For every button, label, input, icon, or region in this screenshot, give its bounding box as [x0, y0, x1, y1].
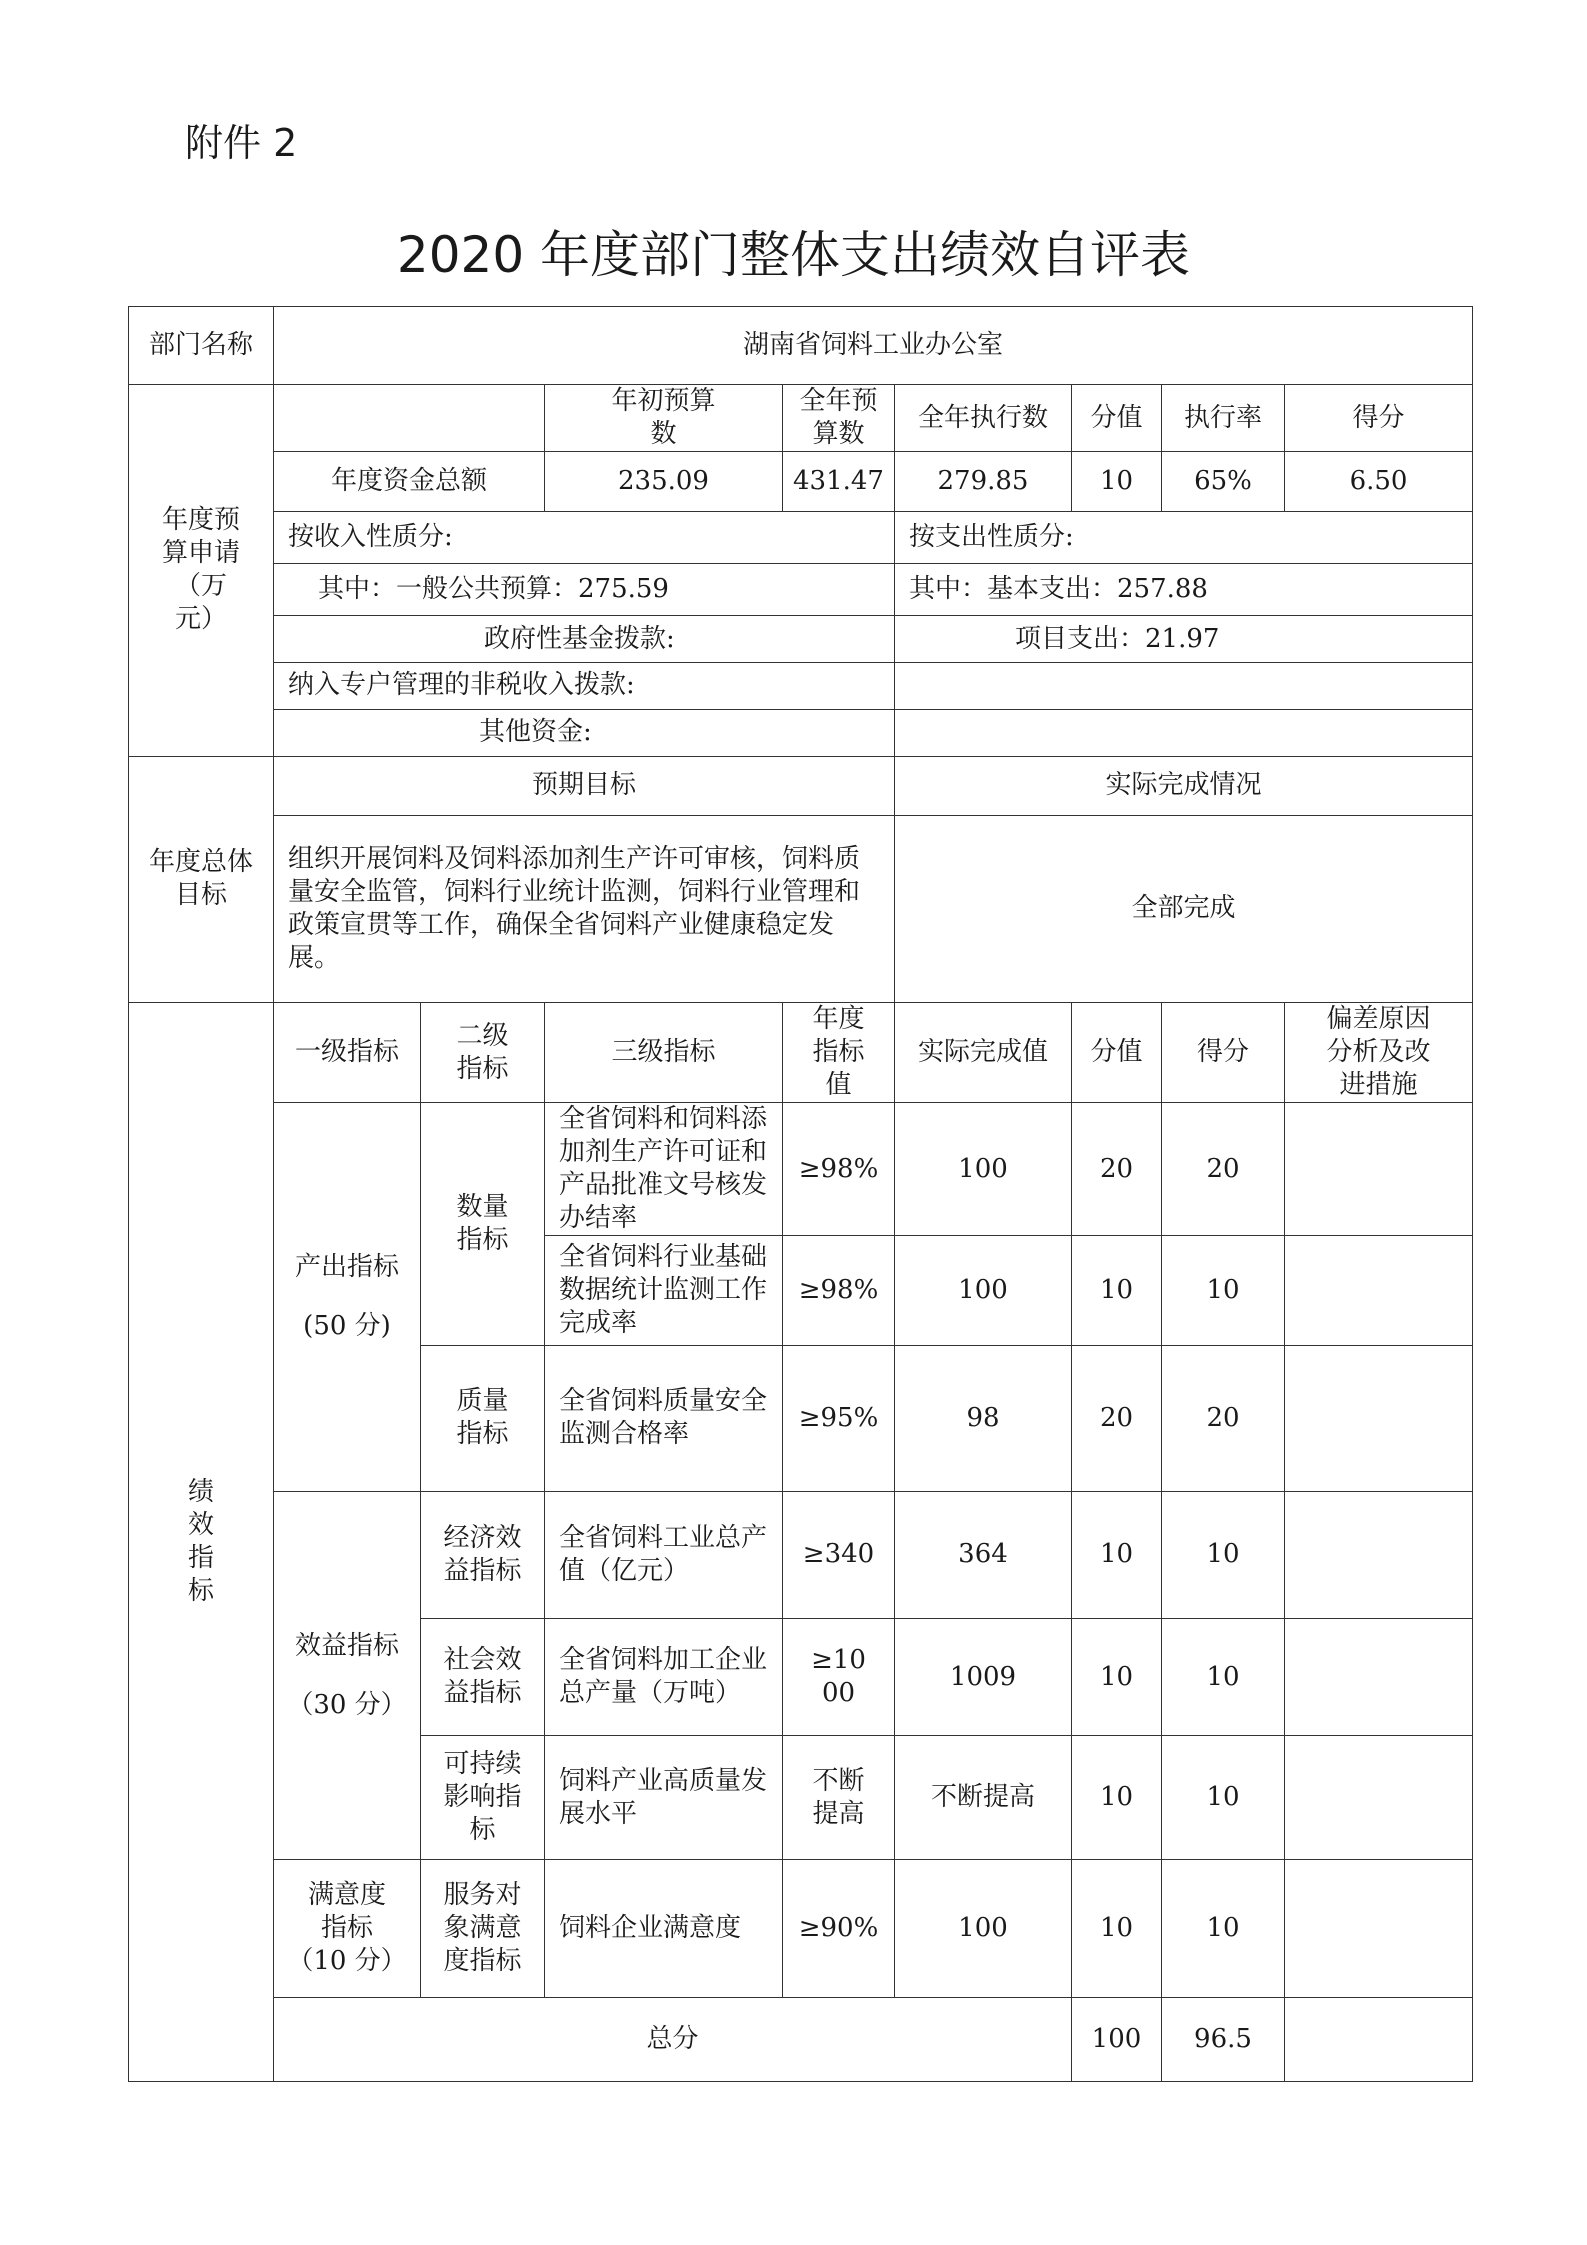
score-row-5: 10	[1162, 1619, 1285, 1736]
page-title: 2020 年度部门整体支出绩效自评表	[396, 226, 1191, 284]
weight-row-1: 20	[1072, 1103, 1162, 1236]
total-score-weight: 10	[1072, 452, 1162, 512]
header-level2: 二级指标	[421, 1003, 545, 1103]
budget-section-label: 年度预算申请（万元）	[129, 385, 274, 757]
budget-header-blank	[274, 385, 545, 452]
attachment-label: 附件 2	[185, 121, 298, 165]
score-row-2: 10	[1162, 1236, 1285, 1345]
actual-row-2: 100	[895, 1236, 1072, 1345]
header-perf-score: 得分	[1162, 1003, 1285, 1103]
header-actual: 实际完成值	[895, 1003, 1072, 1103]
target-row-5: ≥1000	[783, 1619, 895, 1736]
target-row-7: ≥90%	[783, 1860, 895, 1997]
evaluation-grid	[128, 306, 1473, 2082]
header-score: 得分	[1285, 385, 1473, 452]
other-funds-blank	[895, 709, 1473, 756]
target-row-2: ≥98%	[783, 1236, 895, 1345]
quality-subgroup: 质量指标	[421, 1345, 545, 1491]
actual-completion-text: 全部完成	[895, 815, 1473, 1002]
indicator-row-6: 饲料产业高质量发展水平	[545, 1736, 783, 1860]
quantity-subgroup: 数量指标	[421, 1103, 545, 1345]
indicator-row-3: 全省饲料质量安全监测合格率	[545, 1345, 783, 1491]
indicator-row-1: 全省饲料和饲料添加剂生产许可证和产品批准文号核发办结率	[545, 1103, 783, 1236]
dept-label: 部门名称	[129, 307, 274, 385]
score-row-4: 10	[1162, 1491, 1285, 1618]
by-income-label: 按收入性质分:	[274, 512, 895, 564]
basic-expense: 其中：基本支出：257.88	[895, 564, 1473, 616]
actual-row-5: 1009	[895, 1619, 1072, 1736]
actual-row-4: 364	[895, 1491, 1072, 1618]
sustainable-subgroup: 可持续影响指标	[421, 1736, 545, 1860]
header-deviation: 偏差原因分析及改进措施	[1285, 1003, 1473, 1103]
total-score-label: 总分	[274, 1997, 1072, 2081]
service-subgroup: 服务对象满意度指标	[421, 1860, 545, 1997]
expected-goal-text: 组织开展饲料及饲料添加剂生产许可审核，饲料质量安全监管，饲料行业统计监测，饲料行业管理和政策宣贯等工作，确保全省饲料产业健康稳定发展。	[274, 815, 895, 1002]
total-initial: 235.09	[545, 452, 783, 512]
social-subgroup: 社会效益指标	[421, 1619, 545, 1736]
target-row-1: ≥98%	[783, 1103, 895, 1236]
benefit-group: 效益指标 （30 分）	[274, 1491, 421, 1860]
weight-row-2: 10	[1072, 1236, 1162, 1345]
total-score-weight: 100	[1072, 1997, 1162, 2081]
actual-completion-header: 实际完成情况	[895, 756, 1473, 815]
non-tax-blank	[895, 662, 1473, 709]
satisfaction-group: 满意度指标 （10 分）	[274, 1860, 421, 1997]
deviation-row-1	[1285, 1103, 1473, 1236]
total-full-year: 431.47	[783, 452, 895, 512]
target-row-6: 不断提高	[783, 1736, 895, 1860]
total-funds-label: 年度资金总额	[274, 452, 545, 512]
total-deviation	[1285, 1997, 1473, 2081]
header-perf-weight: 分值	[1072, 1003, 1162, 1103]
deviation-row-3	[1285, 1345, 1473, 1491]
target-row-3: ≥95%	[783, 1345, 895, 1491]
gov-fund: 政府性基金拨款:	[274, 616, 895, 662]
weight-row-3: 20	[1072, 1345, 1162, 1491]
score-row-7: 10	[1162, 1860, 1285, 1997]
header-score-weight: 分值	[1072, 385, 1162, 452]
indicator-row-2: 全省饲料行业基础数据统计监测工作完成率	[545, 1236, 783, 1345]
indicator-row-5: 全省饲料加工企业总产量（万吨）	[545, 1619, 783, 1736]
actual-row-3: 98	[895, 1345, 1072, 1491]
total-rate: 65%	[1162, 452, 1285, 512]
perf-section-label: 绩效指标	[129, 1003, 274, 2082]
header-rate: 执行率	[1162, 385, 1285, 452]
indicator-row-4: 全省饲料工业总产值（亿元）	[545, 1491, 783, 1618]
weight-row-6: 10	[1072, 1736, 1162, 1860]
by-expense-label: 按支出性质分:	[895, 512, 1473, 564]
goal-section-label: 年度总体目标	[129, 756, 274, 1002]
weight-row-5: 10	[1072, 1619, 1162, 1736]
total-score: 6.50	[1285, 452, 1473, 512]
expected-goal-header: 预期目标	[274, 756, 895, 815]
deviation-row-7	[1285, 1860, 1473, 1997]
actual-row-6: 不断提高	[895, 1736, 1072, 1860]
dept-value: 湖南省饲料工业办公室	[274, 307, 1473, 385]
total-executed: 279.85	[895, 452, 1072, 512]
indicator-row-7: 饲料企业满意度	[545, 1860, 783, 1997]
total-score-value: 96.5	[1162, 1997, 1285, 2081]
score-row-6: 10	[1162, 1736, 1285, 1860]
actual-row-1: 100	[895, 1103, 1072, 1236]
project-expense: 项目支出：21.97	[895, 616, 1473, 662]
deviation-row-6	[1285, 1736, 1473, 1860]
weight-row-4: 10	[1072, 1491, 1162, 1618]
score-row-3: 20	[1162, 1345, 1285, 1491]
header-target: 年度指标值	[783, 1003, 895, 1103]
general-public-budget: 其中：一般公共预算：275.59	[274, 564, 895, 616]
actual-row-7: 100	[895, 1860, 1072, 1997]
other-funds: 其他资金:	[274, 709, 895, 756]
weight-row-7: 10	[1072, 1860, 1162, 1997]
target-row-4: ≥340	[783, 1491, 895, 1618]
deviation-row-4	[1285, 1491, 1473, 1618]
header-level1: 一级指标	[274, 1003, 421, 1103]
score-row-1: 20	[1162, 1103, 1285, 1236]
deviation-row-5	[1285, 1619, 1473, 1736]
header-full-year-budget: 全年预算数	[783, 385, 895, 452]
economic-subgroup: 经济效益指标	[421, 1491, 545, 1618]
non-tax-income: 纳入专户管理的非税收入拨款:	[274, 662, 895, 709]
header-initial-budget: 年初预算数	[545, 385, 783, 452]
deviation-row-2	[1285, 1236, 1473, 1345]
header-executed: 全年执行数	[895, 385, 1072, 452]
output-group: 产出指标 (50 分)	[274, 1103, 421, 1492]
header-level3: 三级指标	[545, 1003, 783, 1103]
